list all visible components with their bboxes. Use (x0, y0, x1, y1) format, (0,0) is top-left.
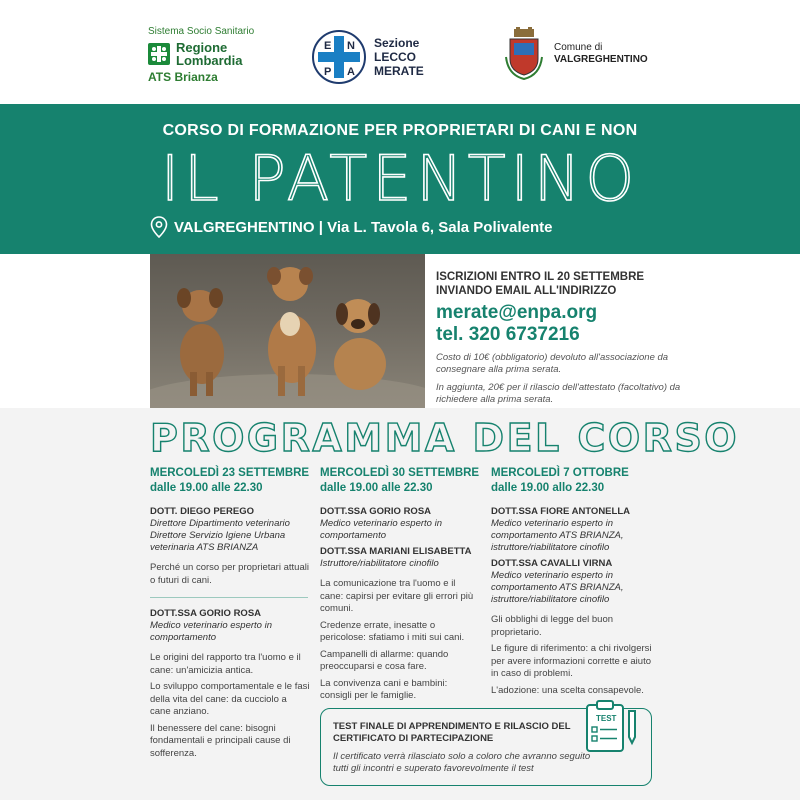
day-time: dalle 19.00 alle 22.30 (150, 482, 263, 494)
regione-top-label: Sistema Socio Sanitario (148, 26, 255, 37)
speaker-role: Medico veterinario esperto in comportamento ATS BRIANZA, istruttore/riabilitatore cinofilo (491, 518, 624, 553)
speaker-role: Istruttore/riabilitatore cinofilo (320, 558, 439, 569)
day-time: dalle 19.00 allo 22.30 (491, 482, 605, 494)
enpa-cross-icon (312, 30, 366, 84)
test-note: Il certificato verrà rilasciato solo a coloro che avranno seguito tutti gli incontri e superato favorevolmente il test (333, 751, 591, 774)
speaker-role: Medico veterinario esperto in comportamento ATS BRIANZA, istruttore/riabilitatore cinofilo (491, 570, 624, 605)
ats-brianza-label: ATS Brianza (148, 70, 218, 84)
topic: Gli obblighi di legge del buon proprietario. (491, 614, 614, 638)
topic: Campanelli di allarme: quando preoccuparsi e cosa fare. (320, 648, 449, 672)
program-day-2 (320, 466, 480, 703)
day-date: MERCOLEDÌ 23 SETTEMBRE (150, 467, 310, 479)
contact-email[interactable]: merate@enpa.org (436, 302, 598, 323)
certificate-cost-note: In aggiunta, 20€ per il rilascio dell'attestato (facoltativo) da richiedere alla prima serata. (436, 382, 681, 405)
speaker-name: DOTT.SSA MARIANI ELISABETTA (320, 546, 472, 557)
program-section (0, 408, 800, 800)
final-test-box (320, 708, 652, 786)
program-title: PROGRAMMA DEL CORSO (150, 416, 740, 460)
test-heading: TEST FINALE DI APPRENDIMENTO E RILASCIO DEL CERTIFICATO DI PARTECIPAZIONE (333, 721, 571, 744)
speaker-name: DOTT.SSA GORIO ROSA (150, 608, 262, 619)
puppies-photo (150, 254, 425, 408)
speaker-name: DOTT.SSA GORIO ROSA (320, 506, 432, 517)
topic: Le origini del rapporto tra l'uomo e il cane: un'amicizia antica. (150, 652, 301, 676)
registration-info (436, 270, 696, 406)
coat-of-arms-icon (504, 27, 544, 81)
day-time: dalle 19.00 alle 22.30 (320, 482, 433, 494)
regione-lombardia-logo (148, 26, 254, 84)
topic: Credenze errate, inesatte o pericolose: sfatiamo i miti sui cani. (320, 619, 465, 643)
topic: Lo sviluppo comportamentale e le fasi della vita del cane: da cucciolo a cane anziano. (150, 681, 310, 717)
banner-location (150, 216, 552, 238)
speaker-role: Direttore Dipartimento veterinario Direttore Servizio Igiene Urbana veterinaria ATS BRIANZA (150, 518, 290, 553)
cost-note: Costo di 10€ (obbligatorio) devoluto all'associazione da consegnare alla prima serata. (436, 352, 669, 375)
speaker-role: Medico veterinario esperto in comportamento (320, 518, 442, 541)
topic: Le figure di riferimento: a chi rivolgersi per avere informazioni corrette e aiuto in caso di problemi. (491, 643, 652, 679)
enpa-letter-n: N (347, 40, 355, 52)
banner-title: IL PATENTINO (160, 142, 640, 215)
test-clipboard-icon (583, 697, 639, 755)
enpa-letter-e: E (324, 40, 332, 52)
enpa-letter-p: P (324, 66, 332, 78)
test-icon-label: TEST (596, 714, 617, 723)
banner-subtitle: CORSO DI FORMAZIONE PER PROPRIETARI DI CANI E NON (162, 122, 638, 139)
enpa-letter-a: A (347, 66, 355, 78)
divider (150, 597, 308, 598)
regione-name: Regione Lombardia (176, 40, 243, 68)
speaker-name: DOTT. DIEGO PEREGO (150, 506, 254, 517)
enpa-section-label: Sezione LECCO MERATE (374, 36, 424, 78)
topic: La convivenza cani e bambini: consigli per le famiglie. (320, 677, 448, 701)
map-pin-icon (150, 216, 168, 238)
location-text: VALGREGHENTINO | Via L. Tavola 6, Sala Polivalente (174, 218, 553, 236)
topic: L'adozione: una scelta consapevole. (491, 684, 644, 696)
speaker-name: DOTT.SSA CAVALLI VIRNA (491, 558, 613, 569)
regione-mark-icon (148, 43, 170, 65)
program-day-1 (150, 466, 310, 760)
day-date: MERCOLEDÌ 7 OTTOBRE (491, 467, 629, 479)
registration-heading: ISCRIZIONI ENTRO IL 20 SETTEMBRE INVIANDO EMAIL ALL'INDIRIZZO (436, 271, 645, 297)
speaker-role: Medico veterinario esperto in comportamento (150, 620, 272, 643)
comune-label: Comune di VALGREGHENTINO (554, 42, 648, 65)
topic: Perché un corso per proprietari attuali o futuri di cani. (150, 562, 309, 586)
comune-logo (504, 27, 648, 81)
topic: La comunicazione tra l'uomo e il cane: capirsi per evitare gli errori più comuni. (320, 578, 474, 614)
day-date: MERCOLEDÌ 30 SETTEMBRE (320, 467, 480, 479)
contact-phone[interactable]: tel. 320 6737216 (436, 324, 580, 345)
program-day-3 (491, 466, 661, 697)
enpa-logo (312, 30, 424, 84)
header-logos (0, 0, 800, 104)
topic: Il benessere del cane: bisogni fondamentali e principali cause di sofferenza. (150, 722, 291, 759)
speaker-name: DOTT.SSA FIORE ANTONELLA (491, 506, 630, 517)
title-banner (0, 104, 800, 254)
